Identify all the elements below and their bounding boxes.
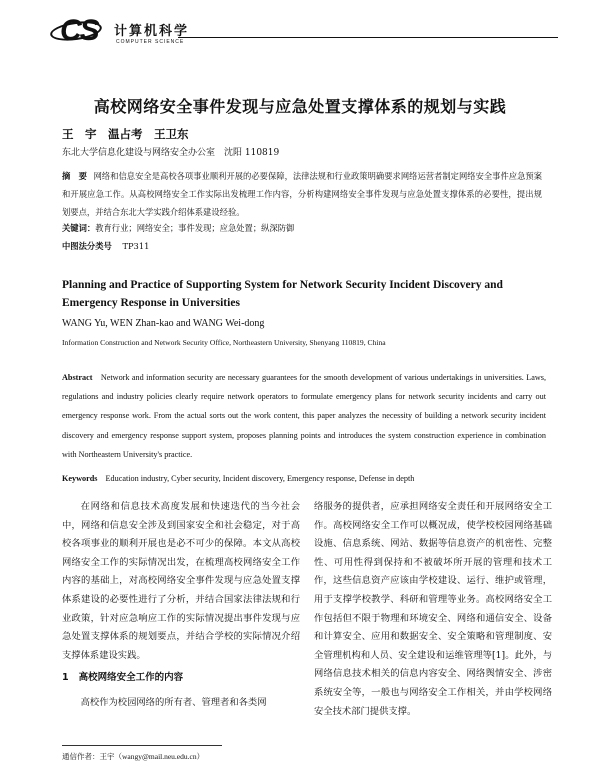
section-title: 高校网络安全工作的内容 [78, 672, 184, 684]
intro-paragraph: 在网络和信息技术高度发展和快速迭代的当今社会中，网络和信息安全涉及到国家安全和社会稳定，对于高校各项事业的顺利开展也是必不可少的保障。本文从高校网络安全工作的实际情况出发，在梳理高校网络安全工作内容的基础上，对高校网络安全事件发现与应急处置支撑体系建设的必要性进行了分析，并结合国家法律法规和行业政策，针对应急响应工作的实际情况提出事件发现与应急处置支撑体系的规划要点，并结合学校的实际情况介绍支撑体系建设实践。 [62, 501, 300, 661]
keywords-cn-text: 教育行业；网络安全；事件发现；应急处置；纵深防御 [95, 223, 295, 233]
section-number: 1 [62, 672, 69, 684]
abstract-en-label: Abstract [62, 373, 93, 382]
journal-name-cn: 计算机科学 [114, 24, 190, 39]
body-right-column [314, 498, 552, 721]
abstract-cn-text: 网络和信息安全是高校各项事业顺利开展的必要保障，法律法规和行业政策明确要求网络运营者制定网络安全事件应急预案和开展应急工作。从高校网络安全工作实际出发梳理工作内容，分析构建网络安全事件发现与应急处置支撑体系的必要性，提出规划要点，并结合东北大学实践介绍体系建设经验。 [62, 171, 542, 217]
authors-en: WANG Yu, WEN Zhan-kao and WANG Wei-dong [62, 318, 265, 329]
clc-value: TP311 [122, 241, 150, 251]
paper-title-cn: 高校网络安全事件发现与应急处置支撑体系的规划与实践 [93, 97, 507, 116]
body-left-column [62, 498, 300, 713]
abstract-cn-label: 摘 要 [62, 171, 87, 181]
keywords-cn-label: 关键词： [62, 223, 96, 233]
abstract-en-text: Network and information security are necessary guarantees for the smooth development of various undertakings in universities. Laws, regulations and industry policies clearly require network operators to formulate emergency plans for network security incidents and carry out emergency response work. From the actual sorts out the work content, this paper analyzes the necessity of building a network security incident discovery and emergency response support system, proposes planning points and introduces the system construction experience in combination with Northeastern University's practice. [62, 373, 546, 459]
abstract-cn [62, 167, 542, 221]
clc-number [62, 240, 149, 252]
journal-header [50, 12, 560, 52]
section-heading [62, 669, 300, 688]
footnote-rule [62, 745, 222, 746]
keywords-en-text: Education industry, Cyber security, Incident discovery, Emergency response, Defense in depth [105, 474, 415, 483]
abstract-en [62, 368, 546, 464]
section-paragraph-start: 高校作为校园网络的所有者、管理者和各类网 [80, 696, 267, 708]
journal-logo: CS [60, 14, 98, 47]
keywords-cn [62, 222, 294, 234]
header-rule [178, 37, 558, 38]
keywords-en [62, 474, 414, 483]
authors-cn: 王 宇 温占考 王卫东 [62, 127, 189, 141]
section-paragraph-continued: 络服务的提供者，应承担网络安全责任和开展网络安全工作。高校网络安全工作可以概况成，使学校校园网络基础设施、信息系统、网站、数据等信息资产的机密性、完整性、可用性得到保持和不被破坏所开展的管理和技术工作，这些信息资产应该由学校建设、运行、维护或管理，用于支撑学校教学、科研和管理等业务。高校网络安全工作包括但不限于物理和环境安全、网络和通信安全、设备和计算安全、应用和数据安全、安全策略和管理制度、安全管理机构和人员、安全建设和运维管理等[1]。此外，与网络信息技术相关的信息内容安全、网络舆情安全、涉密系统安全等，一般也与网络安全工作相关，并由学校网络安全技术部门提供支撑。 [314, 501, 552, 717]
clc-label: 中图法分类号 [62, 241, 112, 251]
journal-name-en: COMPUTER SCIENCE [116, 39, 185, 45]
footnote: 通信作者：王宇（wangy@mail.neu.edu.cn） [62, 752, 205, 761]
affiliation-cn: 东北大学信息化建设与网络安全办公室 沈阳 110819 [62, 148, 280, 158]
keywords-en-label: Keywords [62, 474, 98, 483]
paper-title-en: Planning and Practice of Supporting System for Network Security Incident Discovery and Emergency Response in Universities [62, 279, 503, 309]
affiliation-en: Information Construction and Network Security Office, Northeastern University, Shenyang 110819, China [62, 338, 386, 347]
